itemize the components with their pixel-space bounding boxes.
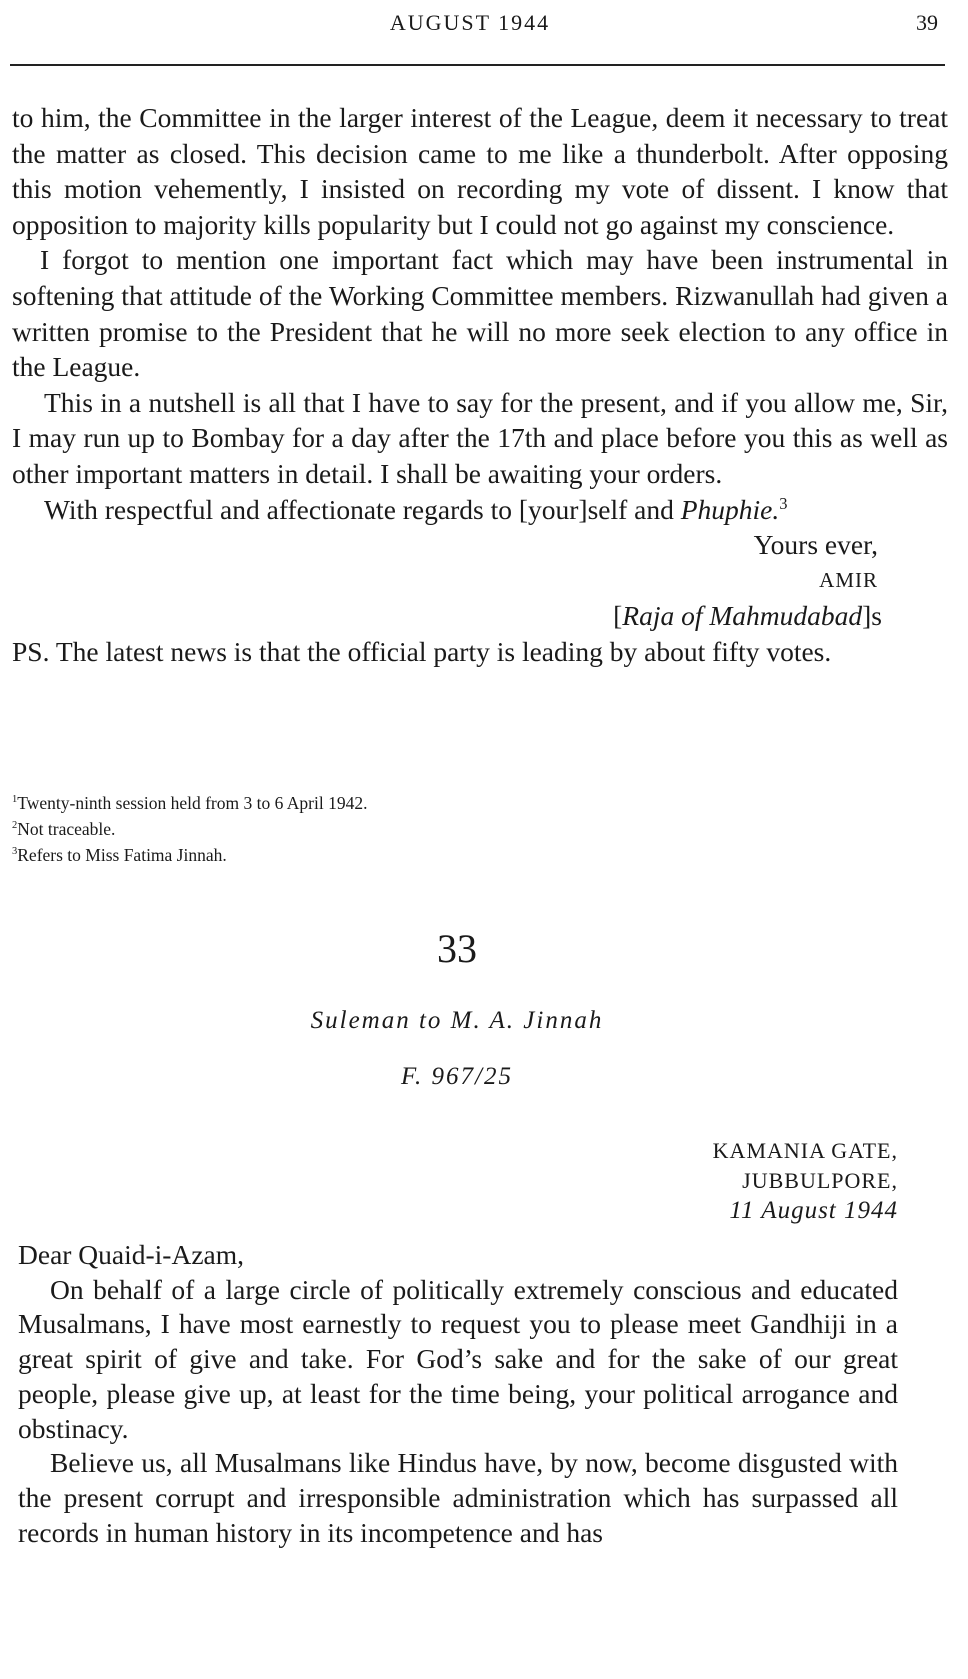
postscript: PS. The latest news is that the official party is leading by about fifty votes.	[12, 635, 832, 667]
signature: AMIR	[819, 567, 878, 592]
sender-address	[713, 1136, 898, 1226]
footnote: $^3$Refers to Miss Fatima Jinnah.	[12, 845, 227, 865]
paragraph: On behalf of a large circle of politically extremely conscious and educated Musalmans, I have most earnestly to request you to please meet Gandhiji in a great spirit of give and take. For God’s sake and for the sake of our great people, please give up, at least for the time being, your political arrogance and obstinacy.	[18, 1273, 898, 1444]
paragraph: I forgot to mention one important fact which may have been instrumental in softening that attitude of the Working Committee members. Rizwanullah had given a written promise to the President that he will no more seek election to any office in the League.	[12, 244, 948, 383]
salutation: Dear Quaid-i-Azam,	[18, 1239, 245, 1270]
letter-continuation	[12, 100, 948, 670]
signature-identification: [Raja of Mahmudabad]s	[613, 600, 882, 632]
paragraph: to him, the Committee in the larger interest of the League, deem it necessary to treat the matter as closed. This decision came to me like a thunderbolt. After opposing this motion vehemently, I insisted on recording my vote of dissent. I know that opposition to majority kills popularity but I could not go against my conscience.	[12, 102, 948, 240]
address-line: JUBBULPORE,	[742, 1168, 898, 1193]
document-number: 33	[437, 926, 477, 971]
paragraph: This in a nutshell is all that I have to say for the present, and if you allow me, Sir, I may run up to Bombay for a day after the 17th and place before you this as well as other important matters in detail. I shall be awaiting your orders.	[12, 386, 948, 489]
paragraph-regards	[12, 492, 948, 528]
closing-block	[12, 527, 948, 634]
letter-date: 11 August 1944	[729, 1197, 898, 1224]
document-title: Suleman to M. A. Jinnah	[310, 1007, 604, 1034]
regards-italic: Phuphie.	[680, 493, 780, 525]
page-number: 39	[916, 10, 938, 35]
closing-phrase: Yours ever,	[753, 529, 878, 561]
footnote: $^1$Twenty-ninth session held from 3 to 6 April 1942.	[12, 793, 368, 813]
regards-text: With respectful and affectionate regards to [your]self and	[44, 493, 681, 525]
address-line: KAMANIA GATE,	[712, 1138, 898, 1163]
running-head: AUGUST 1944	[389, 10, 551, 35]
letter-body	[18, 1238, 898, 1550]
page-header	[0, 10, 968, 50]
footnote: $^2$Not traceable.	[12, 819, 116, 839]
paragraph: Believe us, all Musalmans like Hindus have, by now, become disgusted with the present corrupt and irresponsible administration which has surpassed all records in human history in its incompetence and has	[18, 1447, 898, 1548]
file-reference: F. 967/25	[401, 1063, 513, 1090]
footnote-ref: 3	[779, 493, 788, 513]
header-rule	[10, 64, 945, 66]
footnotes	[12, 790, 367, 868]
